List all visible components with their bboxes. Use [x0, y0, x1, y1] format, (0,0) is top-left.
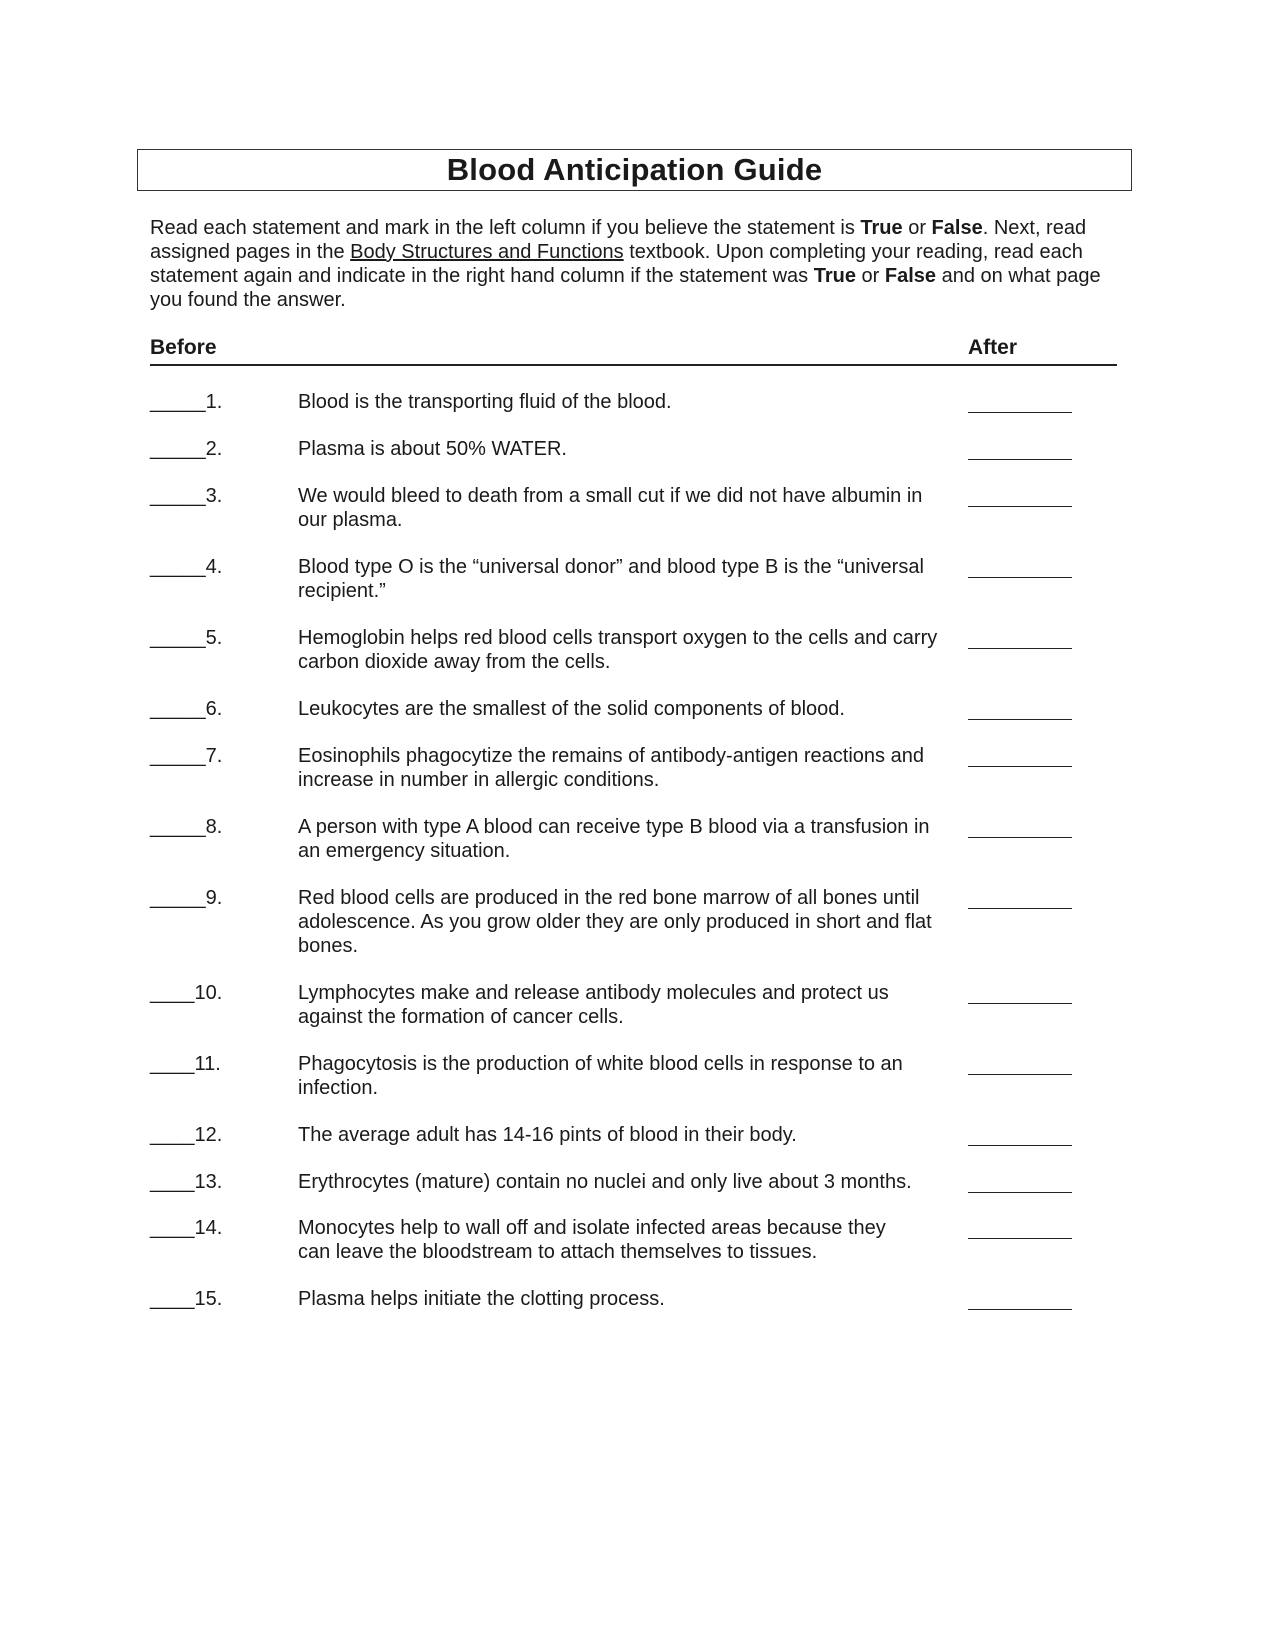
instructions-true-1: True: [860, 217, 903, 239]
after-answer-blank[interactable]: [968, 1309, 1072, 1310]
before-answer-blank[interactable]: ____11.: [150, 1053, 221, 1075]
statement-text: Leukocytes are the smallest of the solid components of blood.: [298, 698, 845, 720]
instructions-or-2: or: [855, 265, 885, 287]
instructions-text-3: textbook. Upon completing your reading, read each statement again and indicate in the right hand column if the statement was: [150, 241, 1083, 287]
before-answer-blank[interactable]: _____8.: [150, 816, 223, 838]
before-answer-blank[interactable]: ____10.: [150, 982, 223, 1004]
before-answer-blank[interactable]: _____9.: [150, 887, 223, 909]
column-header-before: Before: [150, 336, 217, 359]
after-answer-blank[interactable]: [968, 1145, 1072, 1146]
instructions-text-4: and on what page you found the answer.: [150, 265, 1101, 311]
statement-text: Blood is the transporting fluid of the blood.: [298, 391, 672, 413]
after-answer-blank[interactable]: [968, 766, 1072, 767]
instructions-false-1: False: [931, 217, 983, 239]
statement-text: The average adult has 14-16 pints of blood in their body.: [298, 1124, 797, 1146]
after-answer-blank[interactable]: [968, 1074, 1072, 1075]
title-box: [137, 149, 1132, 191]
instructions-false-2: False: [884, 265, 937, 287]
before-answer-blank[interactable]: _____3.: [150, 485, 223, 507]
statement-text: Hemoglobin helps red blood cells transport oxygen to the cells and carry carbon dioxide away from the cells.: [298, 627, 938, 673]
after-answer-blank[interactable]: [968, 506, 1072, 507]
after-answer-blank[interactable]: [968, 908, 1072, 909]
after-answer-blank[interactable]: [968, 1003, 1072, 1004]
before-answer-blank[interactable]: ____15.: [150, 1288, 223, 1310]
instructions-text-1: Read each statement and mark in the left column if you believe the statement is: [150, 217, 861, 239]
before-answer-blank[interactable]: ____13.: [150, 1171, 223, 1193]
instructions: [150, 216, 1130, 312]
column-header-row: [150, 336, 1117, 366]
before-answer-blank[interactable]: _____7.: [150, 745, 223, 767]
before-answer-blank[interactable]: _____6.: [150, 698, 223, 720]
statement-text: Red blood cells are produced in the red bone marrow of all bones until adolescence. As you grow older they are only produced in short and flat bones.: [298, 887, 932, 957]
before-answer-blank[interactable]: _____1.: [150, 391, 223, 413]
statement-text: Eosinophils phagocytize the remains of antibody-antigen reactions and increase in number in allergic conditions.: [298, 745, 924, 791]
instructions-text-2: . Next, read assigned pages in the: [150, 217, 1087, 263]
after-answer-blank[interactable]: [968, 1192, 1072, 1193]
before-answer-blank[interactable]: _____4.: [150, 556, 223, 578]
after-answer-blank[interactable]: [968, 412, 1072, 413]
before-answer-blank[interactable]: ____14.: [150, 1217, 223, 1239]
after-answer-blank[interactable]: [968, 459, 1072, 460]
statement-text: We would bleed to death from a small cut if we did not have albumin in our plasma.: [298, 485, 923, 531]
statement-text: Monocytes help to wall off and isolate infected areas because they can leave the bloodstream to attach themselves to tissues.: [298, 1217, 886, 1263]
instructions-true-2: True: [813, 265, 856, 287]
column-header-after: After: [968, 336, 1018, 359]
after-answer-blank[interactable]: [968, 648, 1072, 649]
after-answer-blank[interactable]: [968, 719, 1072, 720]
statement-text: Blood type O is the “universal donor” and blood type B is the “universal recipient.”: [298, 556, 924, 602]
before-answer-blank[interactable]: _____5.: [150, 627, 223, 649]
after-answer-blank[interactable]: [968, 1238, 1072, 1239]
before-answer-blank[interactable]: ____12.: [150, 1124, 223, 1146]
statement-text: Lymphocytes make and release antibody molecules and protect us against the formation of cancer cells.: [298, 982, 889, 1028]
statement-text: Phagocytosis is the production of white blood cells in response to an infection.: [298, 1053, 903, 1099]
statement-text: Erythrocytes (mature) contain no nuclei and only live about 3 months.: [298, 1171, 912, 1193]
instructions-or-1: or: [902, 217, 932, 239]
statement-text: Plasma is about 50% WATER.: [298, 438, 567, 460]
page-title: Blood Anticipation Guide: [446, 152, 823, 187]
textbook-title: Body Structures and Functions: [350, 241, 624, 263]
statement-text: Plasma helps initiate the clotting process.: [298, 1288, 665, 1310]
after-answer-blank[interactable]: [968, 837, 1072, 838]
after-answer-blank[interactable]: [968, 577, 1072, 578]
before-answer-blank[interactable]: _____2.: [150, 438, 223, 460]
statement-text: A person with type A blood can receive type B blood via a transfusion in an emergency situation.: [298, 816, 930, 862]
